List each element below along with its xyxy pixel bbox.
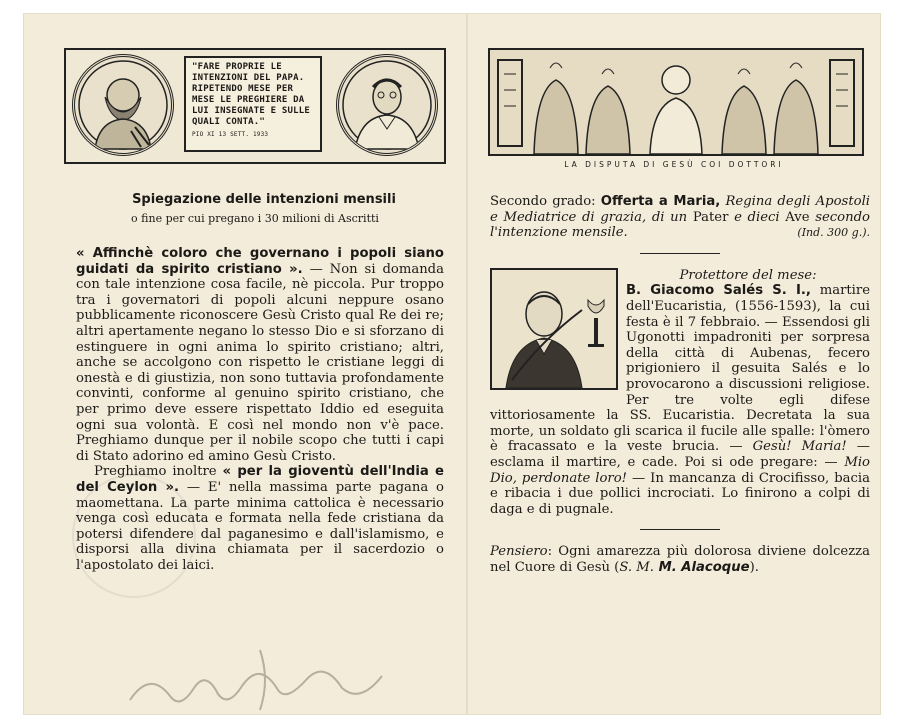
header-engraving-right (488, 48, 864, 156)
saint-text-3: — In mancanza di Crocifisso, bacia e ribacia i due pollici incrociati. Lo finirono a colpi di daga e di pugnale. (490, 470, 870, 517)
intention-2-heading: « per la gioventù dell'India e del Ceylon ». (76, 464, 445, 495)
intention-1-heading: « Affinchè coloro che governano i popoli siano guidati da spirito cristiano ». (76, 246, 444, 277)
saint-peter-medallion (72, 54, 174, 156)
saint-cry-1: Gesù! Maria! (752, 439, 847, 455)
offerta-heading: Offerta a Maria, (600, 194, 721, 209)
offerta-e: e dieci (728, 209, 786, 225)
pensiero-text: : Ogni amarezza più dolorosa diviene dolcezza nel Cuore di Gesù ( (490, 544, 870, 575)
separator-2 (640, 529, 720, 530)
engraving-caption: LA DISPUTA DI GESÙ COI DOTTORI (564, 160, 784, 169)
intention-2-text: — E' nella massima parte pagana o maomettana. La parte minima cattolica è necessario venga così educata e formata nella fede cristiana da potersi difendere dal paganesimo e dall'islamismo, e disporsi alla divina chiamata per il sacerdozio o l'apostolato dei laici. (76, 479, 444, 573)
pensiero-paragraph (490, 544, 870, 575)
section-title: Spiegazione delle intenzioni mensili (132, 192, 396, 207)
offerta-rest: secondo l'intenzione mensile. (490, 209, 870, 241)
offerta-pater: Pater (692, 209, 729, 225)
handwritten-signature (110, 630, 410, 720)
secondo-grado-label: Secondo grado: (490, 194, 601, 209)
intention-paragraph-2 (76, 464, 444, 573)
pope-quote-box (184, 56, 322, 152)
header-engraving-left (64, 48, 446, 164)
pensiero-author-a: S. M. (619, 559, 654, 575)
pensiero-end: ). (749, 559, 759, 575)
secondo-grado-paragraph (490, 194, 870, 241)
saint-text-1: martire dell'Eucaristia, (1556-1593), la cui festa è il 7 febbraio. — Essendosi gli Ugonotti impadroniti per sorpresa della città di Aubenas, fecero prigioniero il gesuita Salés e lo provocarono a discussioni religiose. Per tre volte egli difese vittoriosamente la SS. Eucaristia. Decretata la sua morte, un soldato gli scarica il fucile alle spalle: l'òmero è fracassato e la veste brucia. — (490, 283, 870, 455)
intention-2-intro: Preghiamo inoltre (94, 464, 223, 480)
right-text (490, 194, 870, 575)
saint-portrait (490, 268, 618, 390)
protettore-label: Protettore del mese: (679, 267, 817, 283)
offerta-text: Regina degli Apostoli e Mediatrice di grazia, di un (490, 194, 871, 225)
intentions-text (76, 246, 444, 573)
pensiero-author-b: M. Alacoque (653, 559, 750, 575)
saint-text-2: — esclama il martire, e cade. Poi si ode pregare: — (490, 439, 870, 470)
separator-1 (640, 253, 720, 254)
pensiero-label: Pensiero (490, 544, 548, 560)
offerta-ave: Ave (785, 209, 810, 225)
section-subtitle: o fine per cui pregano i 30 milioni di Ascritti (131, 212, 379, 225)
intention-paragraph-1 (76, 246, 444, 464)
left-page (24, 14, 466, 714)
saint-cry-2: Mio Dio, perdonate loro! (490, 454, 870, 486)
indulgence-reference: (Ind. 300 g.). (797, 226, 870, 240)
saint-name: B. Giacomo Salés S. I., (626, 283, 811, 299)
intention-1-text: — Non si domanda con tale intenzione cosa facile, nè piccola. Pur troppo tra i governatori di popoli alcuni neppure osano pubblicamente riconoscere Gesù Cristo qual Re dei re; altri apertamente negano lo stesso Dio e si sforzano di estinguere in ogni anima lo spirito cristiano; altri, anche se accolgono con rispetto le cristiane leggi di onestà e di giustizia, non sono tuttavia profondamente convinti, conforme al genuino spirito cristiano, che per primo deve essere rispettato Iddio ed eseguita ogni sua volontà. E così nel mondo non v'è pace. Preghiamo dunque per il nobile scopo che tutti i capi di Stato adorino ed amino Gesù Cristo. (76, 261, 444, 464)
pope-medallion (336, 54, 438, 156)
pope-quote-text: "FARE PROPRIE LE INTENZIONI DEL PAPA. RIPETENDO MESE PER MESE LE PREGHIERE DA LUI INSEGNATE E SULLE QUALI CONTA." (192, 62, 310, 127)
right-page (468, 14, 880, 714)
pope-quote-signature: PIO XI 13 SETT. 1933 (192, 131, 269, 138)
